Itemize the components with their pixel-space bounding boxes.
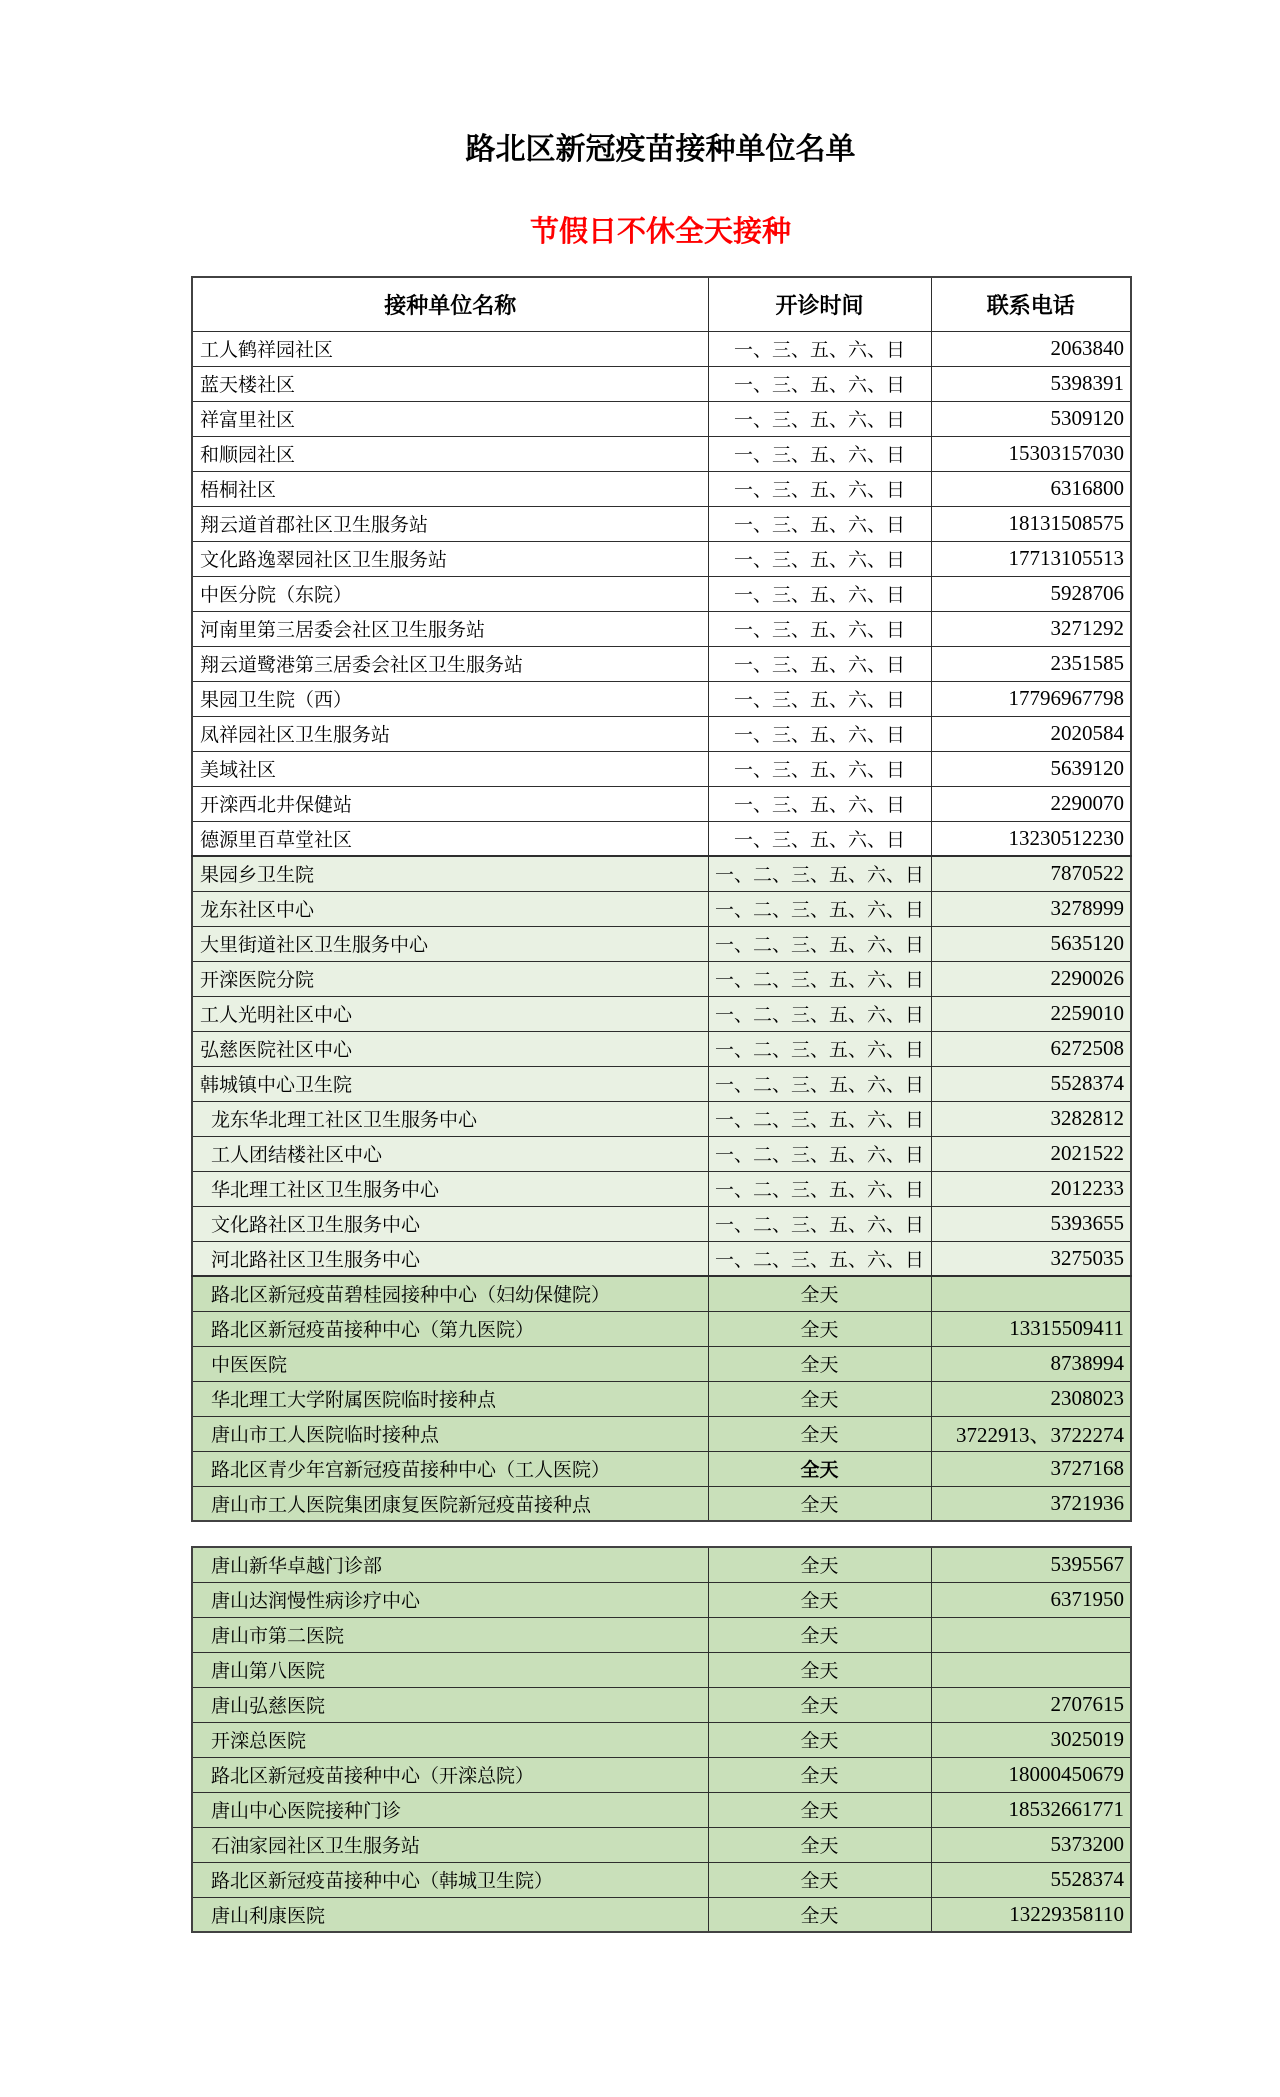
phone-cell: 13230512230	[931, 821, 1131, 856]
schedule-cell: 全天	[708, 1757, 931, 1792]
table-row	[192, 681, 1131, 716]
phone-cell: 3271292	[931, 611, 1131, 646]
unit-name-cell: 中医分院（东院）	[192, 576, 708, 611]
schedule-cell: 一、三、五、六、日	[708, 436, 931, 471]
secondary-vaccination-table	[191, 1546, 1132, 1933]
table-row	[192, 1136, 1131, 1171]
unit-name-cell: 翔云道鹭港第三居委会社区卫生服务站	[192, 646, 708, 681]
unit-name-cell: 唐山市第二医院	[192, 1617, 708, 1652]
phone-cell: 2351585	[931, 646, 1131, 681]
phone-cell: 17713105513	[931, 541, 1131, 576]
table-header-row	[192, 277, 1131, 331]
phone-cell: 3721936	[931, 1486, 1131, 1521]
phone-cell: 5635120	[931, 926, 1131, 961]
unit-name-cell: 大里街道社区卫生服务中心	[192, 926, 708, 961]
phone-cell: 3025019	[931, 1722, 1131, 1757]
unit-name-cell: 路北区新冠疫苗接种中心（韩城卫生院）	[192, 1862, 708, 1897]
unit-name-cell: 路北区新冠疫苗接种中心（开滦总院）	[192, 1757, 708, 1792]
table-row	[192, 1862, 1131, 1897]
phone-cell	[931, 1276, 1131, 1311]
schedule-cell: 一、二、三、五、六、日	[708, 1031, 931, 1066]
table-row	[192, 1031, 1131, 1066]
schedule-cell: 全天	[708, 1416, 931, 1451]
schedule-cell: 一、三、五、六、日	[708, 506, 931, 541]
schedule-cell: 一、二、三、五、六、日	[708, 961, 931, 996]
table-row	[192, 1171, 1131, 1206]
table-row	[192, 436, 1131, 471]
unit-name-cell: 唐山利康医院	[192, 1897, 708, 1932]
unit-name-cell: 翔云道首郡社区卫生服务站	[192, 506, 708, 541]
table-row	[192, 926, 1131, 961]
main-vaccination-table	[191, 276, 1132, 1522]
schedule-cell: 全天	[708, 1827, 931, 1862]
unit-name-cell: 弘慈医院社区中心	[192, 1031, 708, 1066]
table-row	[192, 1451, 1131, 1486]
schedule-cell: 一、二、三、五、六、日	[708, 1136, 931, 1171]
schedule-cell: 一、二、三、五、六、日	[708, 1206, 931, 1241]
table-row	[192, 576, 1131, 611]
phone-cell: 3727168	[931, 1451, 1131, 1486]
unit-name-cell: 美域社区	[192, 751, 708, 786]
column-header-schedule: 开诊时间	[708, 277, 931, 331]
schedule-cell: 全天	[708, 1582, 931, 1617]
schedule-cell: 一、三、五、六、日	[708, 821, 931, 856]
table-row	[192, 1101, 1131, 1136]
phone-cell: 6316800	[931, 471, 1131, 506]
unit-name-cell: 韩城镇中心卫生院	[192, 1066, 708, 1101]
table-row	[192, 751, 1131, 786]
page-subtitle: 节假日不休全天接种	[529, 216, 791, 248]
unit-name-cell: 河北路社区卫生服务中心	[192, 1241, 708, 1276]
phone-cell: 2290026	[931, 961, 1131, 996]
table-row	[192, 401, 1131, 436]
phone-cell: 5309120	[931, 401, 1131, 436]
phone-cell: 17796967798	[931, 681, 1131, 716]
schedule-cell: 一、三、五、六、日	[708, 401, 931, 436]
schedule-cell: 一、三、五、六、日	[708, 541, 931, 576]
phone-cell: 5528374	[931, 1862, 1131, 1897]
table-row	[192, 331, 1131, 366]
schedule-cell: 一、三、五、六、日	[708, 366, 931, 401]
table-row	[192, 1897, 1131, 1932]
unit-name-cell: 唐山弘慈医院	[192, 1687, 708, 1722]
unit-name-cell: 文化路逸翠园社区卫生服务站	[192, 541, 708, 576]
phone-cell: 18000450679	[931, 1757, 1131, 1792]
unit-name-cell: 和顺园社区	[192, 436, 708, 471]
schedule-cell: 全天	[708, 1381, 931, 1416]
phone-cell: 5393655	[931, 1206, 1131, 1241]
schedule-cell: 一、二、三、五、六、日	[708, 926, 931, 961]
unit-name-cell: 龙东华北理工社区卫生服务中心	[192, 1101, 708, 1136]
schedule-cell: 一、二、三、五、六、日	[708, 856, 931, 891]
table-row	[192, 541, 1131, 576]
table-row	[192, 366, 1131, 401]
phone-cell: 7870522	[931, 856, 1131, 891]
unit-name-cell: 果园乡卫生院	[192, 856, 708, 891]
column-header-unit-name: 接种单位名称	[192, 277, 708, 331]
table-row	[192, 1241, 1131, 1276]
table-row	[192, 891, 1131, 926]
unit-name-cell: 路北区新冠疫苗碧桂园接种中心（妇幼保健院）	[192, 1276, 708, 1311]
schedule-cell: 全天	[708, 1617, 931, 1652]
schedule-cell: 一、三、五、六、日	[708, 646, 931, 681]
table-row	[192, 1792, 1131, 1827]
unit-name-cell: 梧桐社区	[192, 471, 708, 506]
phone-cell: 5928706	[931, 576, 1131, 611]
table-row	[192, 1582, 1131, 1617]
phone-cell: 2063840	[931, 331, 1131, 366]
unit-name-cell: 开滦医院分院	[192, 961, 708, 996]
table-row	[192, 1381, 1131, 1416]
phone-cell: 5528374	[931, 1066, 1131, 1101]
column-header-phone: 联系电话	[931, 277, 1131, 331]
table-row	[192, 611, 1131, 646]
unit-name-cell: 路北区青少年宫新冠疫苗接种中心（工人医院）	[192, 1451, 708, 1486]
unit-name-cell: 工人团结楼社区中心	[192, 1136, 708, 1171]
table-row	[192, 1722, 1131, 1757]
phone-cell: 3282812	[931, 1101, 1131, 1136]
schedule-cell: 全天	[708, 1547, 931, 1582]
table-row	[192, 1547, 1131, 1582]
unit-name-cell: 路北区新冠疫苗接种中心（第九医院）	[192, 1311, 708, 1346]
table-row	[192, 1276, 1131, 1311]
phone-cell: 2259010	[931, 996, 1131, 1031]
unit-name-cell: 唐山达润慢性病诊疗中心	[192, 1582, 708, 1617]
phone-cell: 5398391	[931, 366, 1131, 401]
schedule-cell: 全天	[708, 1722, 931, 1757]
table-row	[192, 716, 1131, 751]
phone-cell: 2290070	[931, 786, 1131, 821]
schedule-cell: 一、二、三、五、六、日	[708, 996, 931, 1031]
phone-cell: 6371950	[931, 1582, 1131, 1617]
phone-cell: 2012233	[931, 1171, 1131, 1206]
schedule-cell: 一、三、五、六、日	[708, 471, 931, 506]
phone-cell: 13229358110	[931, 1897, 1131, 1932]
schedule-cell: 全天	[708, 1687, 931, 1722]
table-row	[192, 786, 1131, 821]
unit-name-cell: 开滦总医院	[192, 1722, 708, 1757]
schedule-cell: 一、二、三、五、六、日	[708, 1241, 931, 1276]
unit-name-cell: 中医医院	[192, 1346, 708, 1381]
unit-name-cell: 德源里百草堂社区	[192, 821, 708, 856]
phone-cell: 3278999	[931, 891, 1131, 926]
schedule-cell: 一、二、三、五、六、日	[708, 1101, 931, 1136]
schedule-cell: 全天	[708, 1792, 931, 1827]
table-row	[192, 1652, 1131, 1687]
unit-name-cell: 蓝天楼社区	[192, 366, 708, 401]
schedule-cell: 全天	[708, 1311, 931, 1346]
phone-cell: 13315509411	[931, 1311, 1131, 1346]
phone-cell: 8738994	[931, 1346, 1131, 1381]
schedule-cell: 一、二、三、五、六、日	[708, 1066, 931, 1101]
unit-name-cell: 河南里第三居委会社区卫生服务站	[192, 611, 708, 646]
schedule-cell: 一、二、三、五、六、日	[708, 891, 931, 926]
schedule-cell: 一、二、三、五、六、日	[708, 1171, 931, 1206]
phone-cell: 2020584	[931, 716, 1131, 751]
unit-name-cell: 华北理工社区卫生服务中心	[192, 1171, 708, 1206]
unit-name-cell: 工人鹤祥园社区	[192, 331, 708, 366]
unit-name-cell: 文化路社区卫生服务中心	[192, 1206, 708, 1241]
schedule-cell: 全天	[708, 1451, 931, 1486]
table-row	[192, 1206, 1131, 1241]
table-row	[192, 856, 1131, 891]
schedule-cell: 全天	[708, 1346, 931, 1381]
table-row	[192, 1346, 1131, 1381]
table-row	[192, 1486, 1131, 1521]
phone-cell	[931, 1617, 1131, 1652]
schedule-cell: 一、三、五、六、日	[708, 716, 931, 751]
phone-cell: 6272508	[931, 1031, 1131, 1066]
phone-cell: 5639120	[931, 751, 1131, 786]
phone-cell: 3275035	[931, 1241, 1131, 1276]
unit-name-cell: 唐山中心医院接种门诊	[192, 1792, 708, 1827]
schedule-cell: 一、三、五、六、日	[708, 786, 931, 821]
table-row	[192, 821, 1131, 856]
unit-name-cell: 凤祥园社区卫生服务站	[192, 716, 708, 751]
table-row	[192, 961, 1131, 996]
schedule-cell: 一、三、五、六、日	[708, 576, 931, 611]
table-row	[192, 1687, 1131, 1722]
unit-name-cell: 华北理工大学附属医院临时接种点	[192, 1381, 708, 1416]
schedule-cell: 全天	[708, 1276, 931, 1311]
phone-cell: 2021522	[931, 1136, 1131, 1171]
unit-name-cell: 果园卫生院（西）	[192, 681, 708, 716]
schedule-cell: 一、三、五、六、日	[708, 611, 931, 646]
table-row	[192, 1827, 1131, 1862]
phone-cell: 18532661771	[931, 1792, 1131, 1827]
unit-name-cell: 唐山新华卓越门诊部	[192, 1547, 708, 1582]
table-row	[192, 996, 1131, 1031]
unit-name-cell: 唐山市工人医院集团康复医院新冠疫苗接种点	[192, 1486, 708, 1521]
table-row	[192, 471, 1131, 506]
schedule-cell: 全天	[708, 1897, 931, 1932]
table-row	[192, 1617, 1131, 1652]
page-title: 路北区新冠疫苗接种单位名单	[465, 133, 856, 166]
unit-name-cell: 唐山第八医院	[192, 1652, 708, 1687]
schedule-cell: 一、三、五、六、日	[708, 681, 931, 716]
table-row	[192, 1066, 1131, 1101]
schedule-cell: 一、三、五、六、日	[708, 751, 931, 786]
phone-cell: 2308023	[931, 1381, 1131, 1416]
schedule-cell: 一、三、五、六、日	[708, 331, 931, 366]
main-table-body	[192, 331, 1131, 1521]
table-row	[192, 1757, 1131, 1792]
phone-cell: 5373200	[931, 1827, 1131, 1862]
unit-name-cell: 工人光明社区中心	[192, 996, 708, 1031]
unit-name-cell: 唐山市工人医院临时接种点	[192, 1416, 708, 1451]
table-row	[192, 646, 1131, 681]
table-row	[192, 506, 1131, 541]
unit-name-cell: 石油家园社区卫生服务站	[192, 1827, 708, 1862]
phone-cell: 15303157030	[931, 436, 1131, 471]
unit-name-cell: 祥富里社区	[192, 401, 708, 436]
table-row	[192, 1311, 1131, 1346]
phone-cell: 2707615	[931, 1687, 1131, 1722]
phone-cell: 5395567	[931, 1547, 1131, 1582]
phone-cell: 3722913、3722274	[931, 1416, 1131, 1451]
table-row	[192, 1416, 1131, 1451]
unit-name-cell: 开滦西北井保健站	[192, 786, 708, 821]
schedule-cell: 全天	[708, 1862, 931, 1897]
schedule-cell: 全天	[708, 1486, 931, 1521]
phone-cell	[931, 1652, 1131, 1687]
schedule-cell: 全天	[708, 1652, 931, 1687]
secondary-table-body	[192, 1547, 1131, 1932]
unit-name-cell: 龙东社区中心	[192, 891, 708, 926]
phone-cell: 18131508575	[931, 506, 1131, 541]
